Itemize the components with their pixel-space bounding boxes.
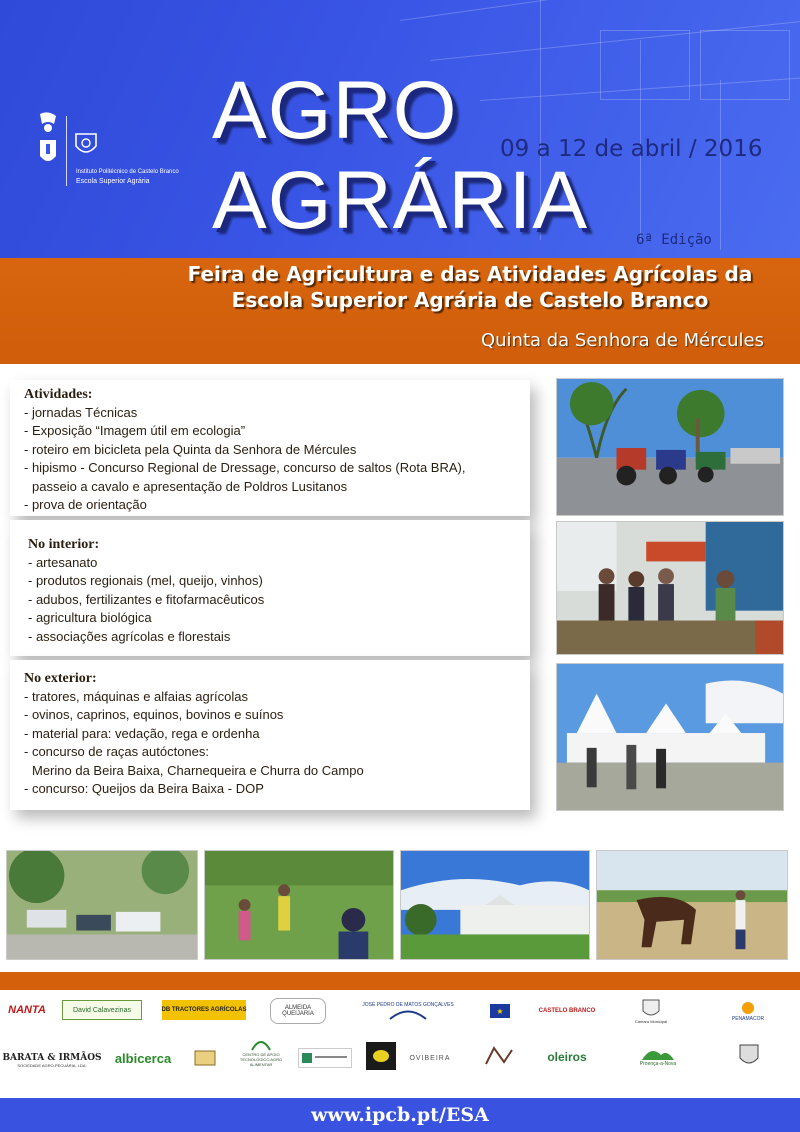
interior-list — [28, 554, 516, 646]
photo-interior — [556, 521, 784, 655]
leaf-icon — [250, 1038, 272, 1052]
building-line — [400, 0, 800, 21]
coat-of-arms-icon — [739, 1044, 759, 1068]
sponsor-cata-logo: CENTRO DE APOIO TECNOLÓGICO AGRO ALIMENTAR — [232, 1032, 290, 1072]
logo-text-line2: Escola Superior Agrária — [76, 178, 150, 185]
sponsor-db-logo: DB TRACTORES AGRÍCOLAS — [162, 1000, 246, 1020]
title-line2: AGRÁRIA — [212, 155, 589, 246]
building-line — [720, 80, 721, 250]
sponsor-jpmg-logo: JOSÉ PEDRO DE MATOS GONÇALVES — [360, 998, 456, 1024]
edition-label: 6ª Edição — [636, 232, 712, 248]
list-item: - produtos regionais (mel, queijo, vinhos) — [28, 573, 263, 589]
sponsor-nanta-logo: NANTA — [8, 1004, 46, 1016]
exterior-list — [24, 688, 516, 798]
sponsor-oleiros-logo: oleiros — [547, 1050, 587, 1064]
sponsor-ovibeira-logo: OVIBEIRA — [409, 1054, 451, 1062]
sun-icon — [740, 1000, 756, 1016]
sponsor-camara-logo: Câmara Municipal — [636, 994, 666, 1028]
building-panel — [700, 30, 790, 100]
list-item: Merino da Beira Baixa, Charnequeira e Churra do Campo — [32, 762, 364, 778]
activities-heading: Atividades: — [24, 387, 93, 402]
list-item: - concurso: Queijos da Beira Baixa - DOP — [24, 781, 264, 797]
logo-separator — [66, 116, 67, 186]
leaf-icon — [74, 132, 98, 158]
sponsor-albicerca-logo: albicerca — [114, 1050, 172, 1066]
list-item: - prova de orientação — [24, 497, 147, 513]
building-panel — [600, 30, 690, 100]
activities-list — [24, 404, 516, 514]
photo-crowd — [204, 850, 394, 960]
sponsor-proenca-logo: Proença-a-Nova — [636, 1042, 680, 1070]
shield-icon — [34, 112, 62, 172]
interior-box — [10, 520, 530, 656]
fair-title-line2: Escola Superior Agrária de Castelo Branco — [231, 288, 709, 312]
list-item: - jornadas Técnicas — [24, 405, 138, 420]
interior-heading: No interior: — [28, 537, 100, 552]
activities-box — [10, 380, 530, 516]
footer-url-link[interactable]: www.ipcb.pt/ESA — [311, 1104, 489, 1126]
photo-building — [400, 850, 590, 960]
sponsor-orientation-logo — [482, 1044, 516, 1068]
event-dates: 09 a 12 de abril / 2016 — [500, 136, 763, 162]
photo-parking — [6, 850, 198, 960]
sponsor-small-logo — [192, 1046, 218, 1070]
list-item: - hipismo - Concurso Regional de Dressage, concurso de saltos (Rota BRA), — [24, 460, 466, 476]
title-line1: AGRO — [212, 65, 458, 156]
ipcb-logo — [34, 112, 184, 192]
sponsor-almeida-logo: ALMEIDA QUEIJARIA — [270, 998, 326, 1024]
jpmg-arc-icon — [388, 1008, 428, 1020]
sponsor-castelo-branco-logo: CASTELO BRANCO — [538, 1008, 596, 1014]
sponsor-barata-logo: BARATA & IRMÃOS SOCIEDADE AGRO-PECUÁRIA, LDA. — [2, 1052, 102, 1068]
list-item: - concurso de raças autóctones: — [24, 744, 209, 760]
list-item: - Exposição “Imagem útil em ecologia” — [24, 423, 246, 439]
lemon-icon — [371, 1049, 391, 1063]
list-item: - adubos, fertilizantes e fitofarmacêuticos — [28, 591, 265, 607]
photo-horse — [596, 850, 788, 960]
map-icon — [484, 1046, 514, 1066]
sponsor-proder-logo — [298, 1048, 352, 1068]
venue-name: Quinta da Senhora de Mércules — [480, 330, 764, 351]
list-item: - agricultura biológica — [28, 610, 152, 626]
list-item: - tratores, máquinas e alfaias agrícolas — [24, 689, 248, 704]
coat-of-arms-icon — [642, 999, 660, 1019]
hills-icon — [641, 1045, 675, 1061]
logo-text — [76, 168, 179, 186]
seal-icon — [194, 1048, 216, 1068]
eu-flag-icon: ★ — [490, 1004, 510, 1018]
photo-exterior — [556, 663, 784, 811]
list-item: - associações agrícolas e florestais — [28, 628, 231, 644]
sponsor-lemon-logo — [366, 1042, 396, 1070]
proder-icon — [301, 1051, 349, 1065]
exterior-box — [10, 660, 530, 810]
list-item: - roteiro em bicicleta pela Quinta da Senhora de Mércules — [24, 441, 357, 457]
list-item: passeio a cavalo e apresentação de Poldros Lusitanos — [32, 478, 348, 494]
photo-tractors — [556, 378, 784, 516]
sponsor-coat-logo — [736, 1042, 762, 1070]
list-item: - ovinos, caprinos, equinos, bovinos e suínos — [24, 707, 284, 723]
logo-text-line1: Instituto Politécnico de Castelo Branco — [76, 169, 179, 175]
list-item: - artesanato — [28, 555, 98, 570]
fair-title-line1: Feira de Agricultura e das Atividades Agrícolas da — [187, 262, 753, 286]
sponsor-dc-logo: David Calavezinas — [62, 1000, 142, 1020]
orange-strip — [0, 972, 800, 990]
sponsor-penamacor-logo: PENAMACOR — [728, 994, 768, 1028]
exterior-heading: No exterior: — [24, 671, 97, 686]
list-item: - material para: vedação, rega e ordenha — [24, 725, 260, 741]
